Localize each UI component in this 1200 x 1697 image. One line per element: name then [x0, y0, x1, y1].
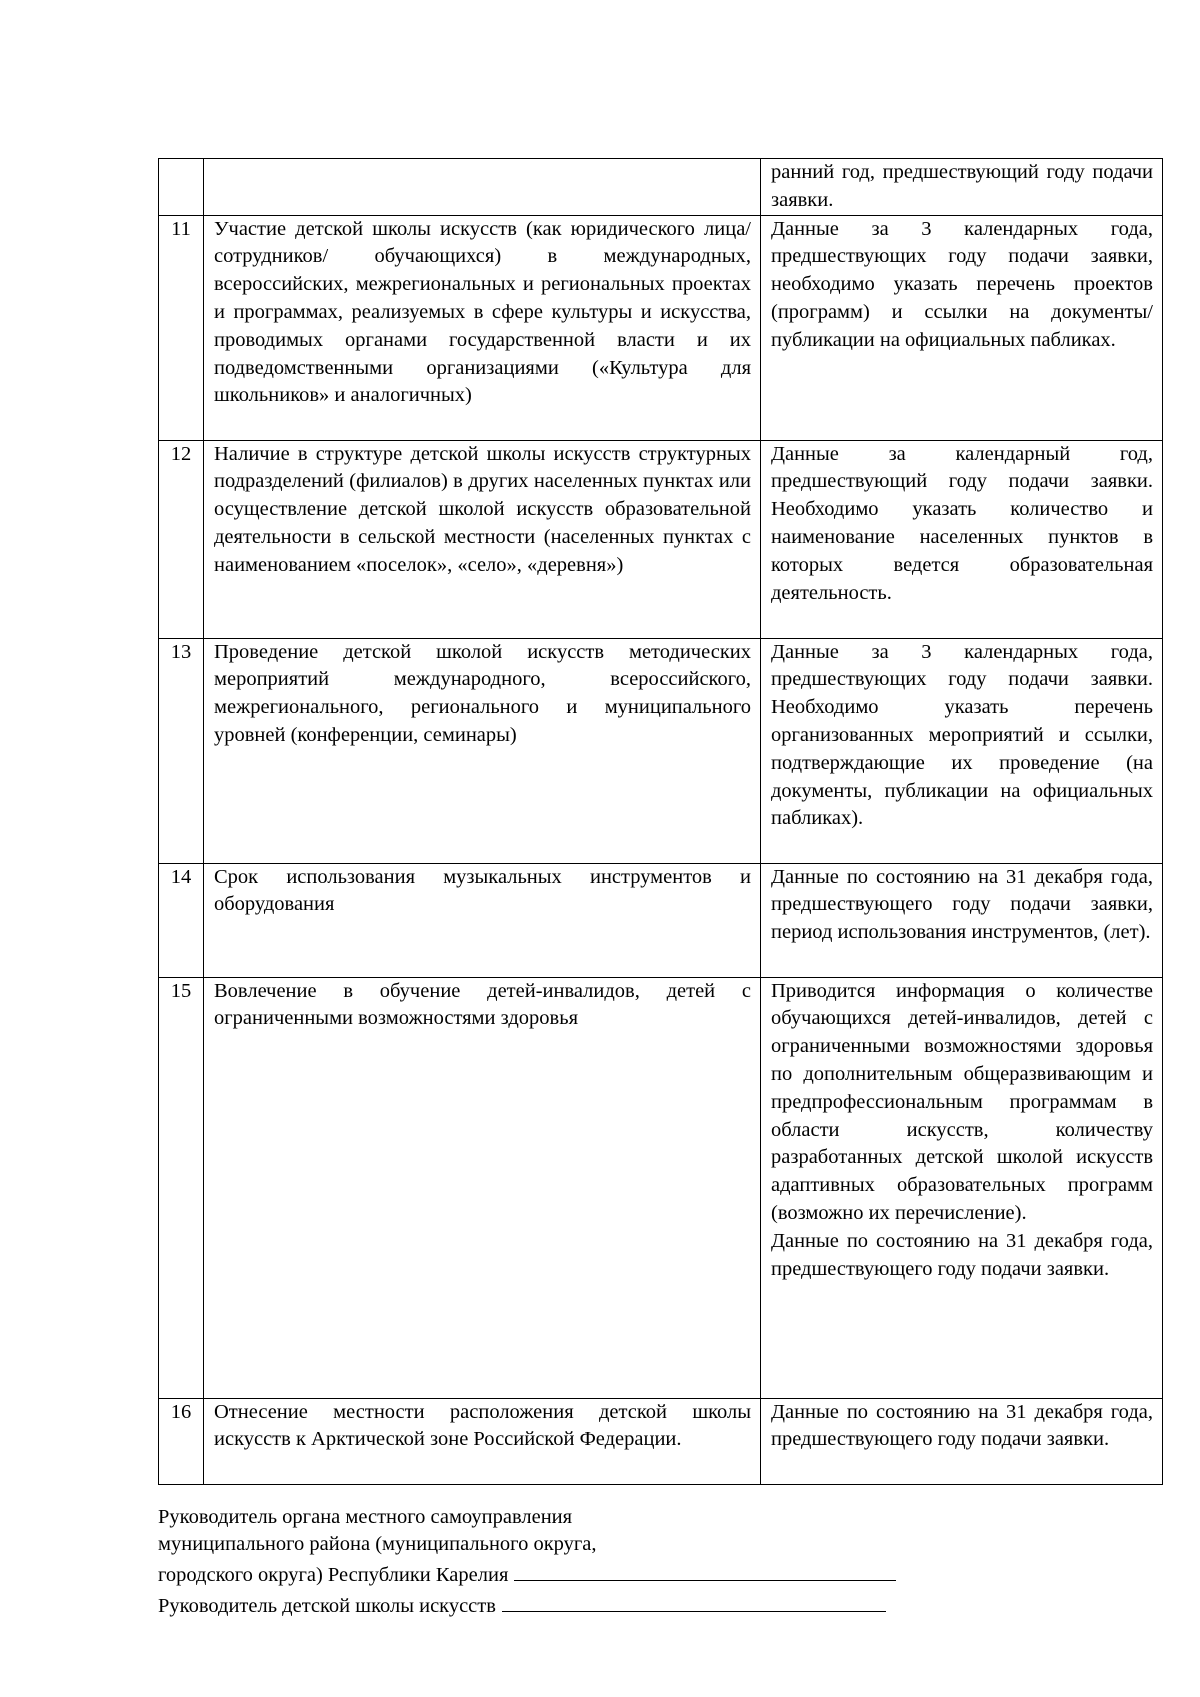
- row-number: [159, 159, 204, 216]
- table-row: [159, 440, 1163, 638]
- table-row: [159, 863, 1163, 977]
- signature-label: городского округа) Республики Карелия: [158, 1564, 509, 1586]
- criterion-cell: Участие детской школы искусств (как юридического лица/ сотрудников/ обучающихся) в международных, всероссийских, межрегиональных и региональных проектах и программах, реализуемых в сфере культуры и искусства, проводимых органами государственной власти и их подведомственными организациями («Культура для школьников» и аналогичных): [204, 215, 761, 440]
- signature-line[interactable]: [514, 1558, 896, 1581]
- table-row: [159, 638, 1163, 863]
- row-number: 14: [159, 863, 204, 977]
- criterion-cell: Отнесение местности расположения детской школы искусств к Арктической зоне Российской Федерации.: [204, 1398, 761, 1484]
- data-paragraph: Приводится информация о количестве обучающихся детей-инвалидов, детей с ограниченными возможностями здоровья по дополнительным общеразвивающим и предпрофессиональным программам в области искусств, количеству разработанных детской школой искусств адаптивных образовательных программ (возможно их перечисление).: [771, 979, 1153, 1224]
- signature-row: [158, 1558, 1058, 1589]
- data-cell: ранний год, предшествующий году подачи заявки.: [761, 159, 1163, 216]
- table-row: [159, 159, 1163, 216]
- data-cell: Данные за 3 календарных года, предшествующих году подачи заявки, необходимо указать перечень проектов (программ) и ссылки на документы/ публикации на официальных пабликах.: [761, 215, 1163, 440]
- row-number: 12: [159, 440, 204, 638]
- signature-row: [158, 1589, 1058, 1620]
- data-cell: [761, 977, 1163, 1398]
- table-row: [159, 1398, 1163, 1484]
- data-paragraph: Данные по состоянию на 31 декабря года, предшествующего году подачи заявки.: [771, 1229, 1153, 1280]
- data-cell: Данные по состоянию на 31 декабря года, предшествующего году подачи заявки, период использования инструментов, (лет).: [761, 863, 1163, 977]
- data-cell: Данные за 3 календарных года, предшествующих году подачи заявки. Необходимо указать перечень организованных мероприятий и ссылки, подтверждающие их проведение (на документы, публикации на официальных пабликах).: [761, 638, 1163, 863]
- row-number: 16: [159, 1398, 204, 1484]
- table-row: [159, 215, 1163, 440]
- criteria-table: [158, 158, 1163, 1485]
- data-cell: Данные за календарный год, предшествующий году подачи заявки. Необходимо указать количество и наименование населенных пунктов в которых ведется образовательная деятельность.: [761, 440, 1163, 638]
- row-number: 13: [159, 638, 204, 863]
- signature-label: Руководитель органа местного самоуправления: [158, 1506, 573, 1528]
- signature-label: Руководитель детской школы искусств: [158, 1595, 496, 1617]
- row-number: 15: [159, 977, 204, 1398]
- signature-line[interactable]: [502, 1589, 886, 1612]
- criterion-cell: [204, 159, 761, 216]
- criterion-cell: Наличие в структуре детской школы искусств структурных подразделений (филиалов) в других населенных пунктах или осуществление детской школой искусств образовательной деятельности в сельской местности (населенных пунктах с наименованием «поселок», «село», «деревня»): [204, 440, 761, 638]
- criterion-cell: Срок использования музыкальных инструментов и оборудования: [204, 863, 761, 977]
- row-number: 11: [159, 215, 204, 440]
- signature-block: [158, 1504, 1058, 1620]
- signature-label: муниципального района (муниципального округа,: [158, 1533, 597, 1555]
- data-cell: Данные по состоянию на 31 декабря года, предшествующего году подачи заявки.: [761, 1398, 1163, 1484]
- table-row: [159, 977, 1163, 1398]
- criterion-cell: Вовлечение в обучение детей-инвалидов, детей с ограниченными возможностями здоровья: [204, 977, 761, 1398]
- criterion-cell: Проведение детской школой искусств методических мероприятий международного, всероссийского, межрегионального, регионального и муниципального уровней (конференции, семинары): [204, 638, 761, 863]
